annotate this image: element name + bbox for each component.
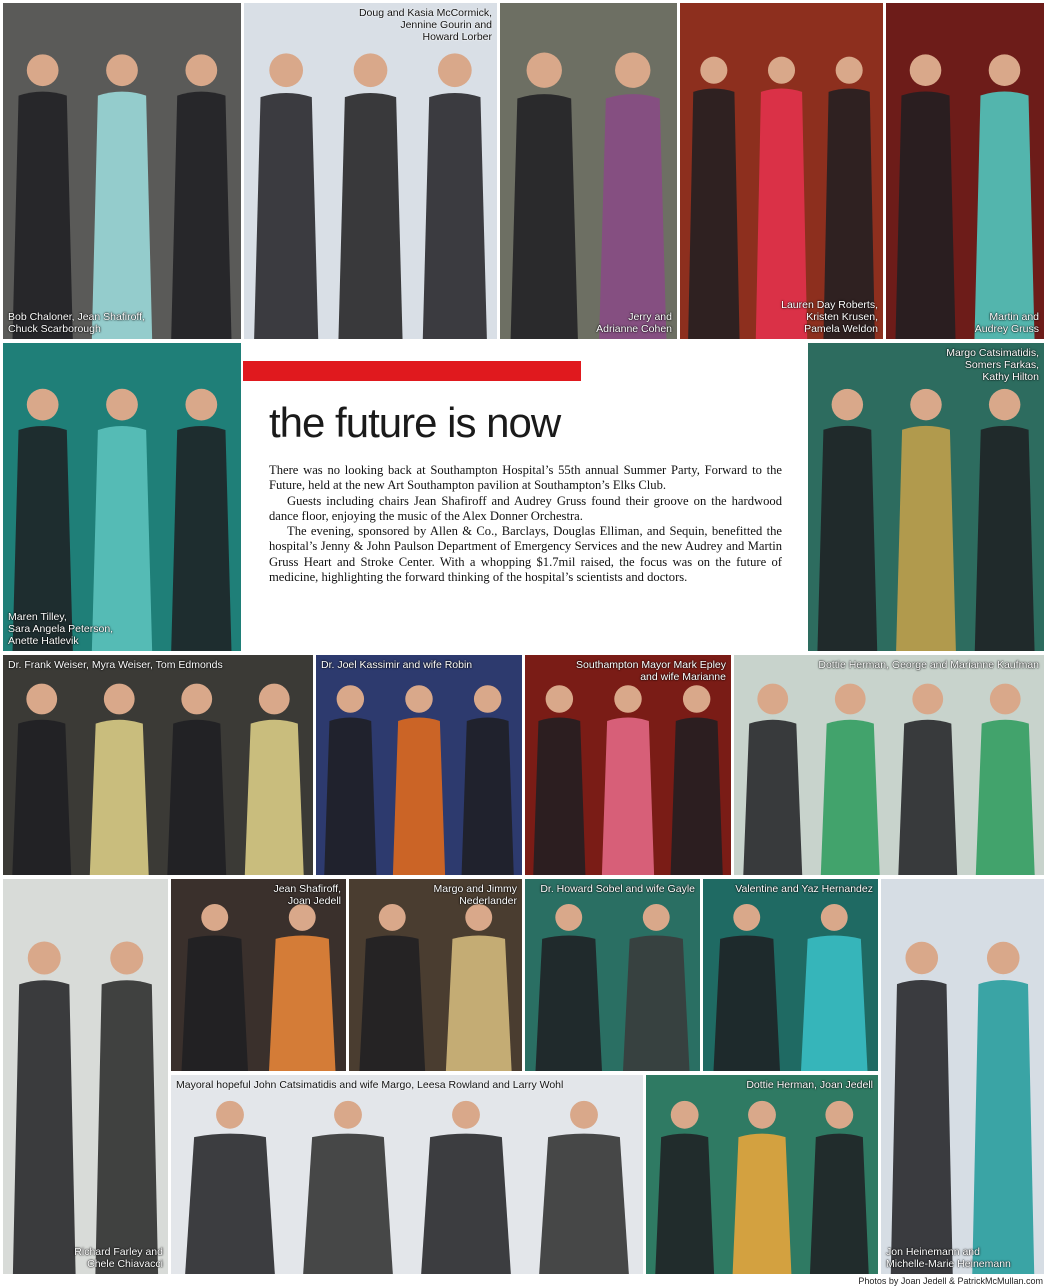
photo-gruss <box>886 3 1044 339</box>
photo-image <box>703 879 878 1071</box>
person-figure <box>303 1134 393 1274</box>
person-figure <box>602 718 654 875</box>
photo-caption: Dottie Herman, Joan Jedell <box>746 1079 873 1091</box>
person-figure <box>821 720 880 875</box>
person-head <box>181 684 212 715</box>
person-head <box>835 684 866 715</box>
person-head <box>905 942 938 975</box>
person-head <box>337 685 364 712</box>
photo-caption: Martin and Audrey Gruss <box>974 311 1039 335</box>
person-figure <box>898 720 957 875</box>
photo-shafiroff-jedell <box>171 879 346 1071</box>
person-head <box>465 904 492 931</box>
person-figure <box>896 426 956 651</box>
photo-image <box>525 879 700 1071</box>
person-figure <box>185 1134 275 1274</box>
photo-roberts-krusen-weldon <box>680 3 883 339</box>
person-head <box>27 389 59 421</box>
photo-herman-kaufman <box>734 655 1044 875</box>
article <box>241 343 807 651</box>
photo-catsimatidis-farkas-hilton <box>808 343 1044 651</box>
photo-image <box>646 1075 878 1274</box>
photo-image <box>3 3 241 339</box>
person-head <box>555 904 582 931</box>
person-figure <box>245 720 304 875</box>
photo-caption: Mayoral hopeful John Catsimatidis and wife Margo, Leesa Rowland and Larry Wohl <box>176 1079 564 1091</box>
photo-caption: Bob Chaloner, Jean Shafiroff, Chuck Scarborough <box>8 311 145 335</box>
person-head <box>438 53 472 87</box>
person-head <box>671 1101 699 1129</box>
photo-caption: Jon Heinemann and Michelle-Marie Heinemann <box>886 1246 1011 1270</box>
photo-caption: Maren Tilley, Sara Angela Peterson, Anette Hatlevik <box>8 611 114 647</box>
person-figure <box>393 718 445 875</box>
person-figure <box>90 720 149 875</box>
photo-caption: Lauren Day Roberts, Kristen Krusen, Pamela Weldon <box>781 299 878 335</box>
person-figure <box>511 94 578 339</box>
person-figure <box>714 936 781 1071</box>
photo-nederlander <box>349 879 522 1071</box>
photo-weiser-edmonds <box>3 655 313 875</box>
person-head <box>269 53 303 87</box>
photo-image <box>171 1075 643 1274</box>
person-figure <box>338 93 402 339</box>
photo-image <box>808 343 1044 651</box>
person-figure <box>421 1134 511 1274</box>
photo-caption: Jean Shafiroff, Joan Jedell <box>273 883 341 907</box>
person-head <box>334 1101 362 1129</box>
photo-caption: Richard Farley and Chele Chiavacci <box>74 1246 163 1270</box>
person-head <box>216 1101 244 1129</box>
photo-image <box>886 3 1044 339</box>
person-head <box>106 389 138 421</box>
person-figure <box>533 718 585 875</box>
photo-image <box>734 655 1044 875</box>
person-figure <box>974 92 1034 339</box>
photo-image <box>349 879 522 1071</box>
photo-image <box>525 655 731 875</box>
person-head <box>106 54 138 86</box>
person-head <box>989 54 1021 86</box>
photo-tilley-peterson-hatlevik <box>3 343 241 651</box>
photo-image <box>3 343 241 651</box>
person-head <box>910 389 941 420</box>
photo-image <box>171 879 346 1071</box>
person-figure <box>446 936 512 1071</box>
person-figure <box>359 936 425 1071</box>
photo-epley <box>525 655 731 875</box>
person-figure <box>972 980 1034 1274</box>
person-head <box>379 904 406 931</box>
photo-caption: Margo and Jimmy Nederlander <box>433 883 517 907</box>
person-head <box>733 904 760 931</box>
person-head <box>201 904 228 931</box>
person-head <box>185 389 217 421</box>
headline: the future is now <box>269 399 561 446</box>
photo-cohen <box>500 3 677 339</box>
photo-chaloner-shafiroff-scarborough <box>3 3 241 339</box>
person-head <box>910 54 942 86</box>
person-figure <box>12 720 71 875</box>
person-figure <box>623 936 690 1071</box>
person-head <box>987 942 1020 975</box>
person-figure <box>13 980 76 1274</box>
photo-farley-chiavacci <box>3 879 168 1274</box>
person-head <box>474 685 501 712</box>
person-figure <box>743 720 802 875</box>
photo-mccormick-gourin-lorber <box>244 3 497 339</box>
person-head <box>821 904 848 931</box>
person-head <box>748 1101 776 1129</box>
person-figure <box>423 93 487 339</box>
person-figure <box>171 426 231 651</box>
photo-catsimatidis-rowland-wohl <box>171 1075 643 1274</box>
person-figure <box>92 92 152 339</box>
person-figure <box>975 426 1035 651</box>
person-head <box>836 57 863 84</box>
person-head <box>185 54 217 86</box>
person-head <box>912 684 943 715</box>
photo-sobel <box>525 879 700 1071</box>
person-head <box>643 904 670 931</box>
article-paragraph: Guests including chairs Jean Shafiroff and Audrey Gruss found their groove on the hardwood dance floor, enjoying the music of the Alex Donner Orchestra. <box>269 493 782 523</box>
person-figure <box>254 93 318 339</box>
person-figure <box>810 1134 869 1274</box>
photo-image <box>316 655 522 875</box>
person-figure <box>182 936 249 1071</box>
person-figure <box>599 94 666 339</box>
person-head <box>757 684 788 715</box>
person-figure <box>895 92 955 339</box>
person-head <box>104 684 135 715</box>
photo-caption: Valentine and Yaz Hernandez <box>735 883 873 895</box>
person-head <box>110 942 143 975</box>
person-figure <box>539 1134 629 1274</box>
person-head <box>26 684 57 715</box>
photo-caption: Southampton Mayor Mark Epley and wife Marianne <box>576 659 726 683</box>
person-figure <box>671 718 723 875</box>
person-head <box>570 1101 598 1129</box>
person-head <box>832 389 863 420</box>
photo-image <box>500 3 677 339</box>
person-figure <box>891 980 953 1274</box>
person-head <box>615 52 650 87</box>
person-figure <box>733 1134 792 1274</box>
person-head <box>527 52 562 87</box>
person-head <box>700 57 727 84</box>
photo-image <box>3 879 168 1274</box>
photo-herman-jedell <box>646 1075 878 1274</box>
person-head <box>614 685 641 712</box>
person-head <box>825 1101 853 1129</box>
person-head <box>452 1101 480 1129</box>
photo-credit: Photos by Joan Jedell & PatrickMcMullan.com <box>858 1276 1043 1286</box>
photo-image <box>680 3 883 339</box>
person-head <box>27 54 59 86</box>
article-paragraph: There was no looking back at Southampton Hospital’s 55th annual Summer Party, Forward to the Future, held at the new Art Southampton pavilion at Southampton’s Elks Club. <box>269 463 782 493</box>
person-head <box>289 904 316 931</box>
person-figure <box>462 718 514 875</box>
person-figure <box>95 980 158 1274</box>
photo-hernandez <box>703 879 878 1071</box>
photo-caption: Doug and Kasia McCormick, Jennine Gourin and Howard Lorber <box>358 7 492 43</box>
person-figure <box>171 92 231 339</box>
person-figure <box>324 718 376 875</box>
person-figure <box>167 720 226 875</box>
photo-caption: Dr. Howard Sobel and wife Gayle <box>540 883 695 895</box>
person-figure <box>269 936 336 1071</box>
person-figure <box>536 936 603 1071</box>
photo-kassimir <box>316 655 522 875</box>
photo-caption: Margo Catsimatidis, Somers Farkas, Kathy Hilton <box>946 347 1039 383</box>
person-head <box>259 684 290 715</box>
headline-accent-bar <box>243 361 581 381</box>
photo-caption: Dr. Joel Kassimir and wife Robin <box>321 659 473 671</box>
photo-heinemann <box>881 879 1044 1274</box>
person-head <box>990 684 1021 715</box>
article-body <box>269 463 782 585</box>
person-head <box>28 942 61 975</box>
person-head <box>683 685 710 712</box>
person-figure <box>817 426 877 651</box>
person-head <box>546 685 573 712</box>
person-figure <box>13 92 73 339</box>
person-figure <box>688 88 739 339</box>
photo-caption: Jerry and Adrianne Cohen <box>596 311 672 335</box>
person-figure <box>655 1134 714 1274</box>
person-head <box>405 685 432 712</box>
photo-image <box>244 3 497 339</box>
photo-caption: Dottie Herman, George and Marianne Kaufman <box>818 659 1039 671</box>
person-head <box>354 53 388 87</box>
photo-image <box>881 879 1044 1274</box>
person-head <box>768 57 795 84</box>
person-figure <box>976 720 1035 875</box>
photo-caption: Dr. Frank Weiser, Myra Weiser, Tom Edmonds <box>8 659 223 671</box>
photo-image <box>3 655 313 875</box>
person-head <box>989 389 1020 420</box>
person-figure <box>801 936 868 1071</box>
article-paragraph: The evening, sponsored by Allen & Co., Barclays, Douglas Elliman, and Sequin, benefitted the hospital’s Jenny & John Paulson Department of Emergency Services and the new Audrey and Martin Gruss Heart and Stroke Center. With a whopping $1.7mil raised, the focus was on the future of medicine, highlighting the forward thinking of the hospital’s scientists and doctors. <box>269 524 782 585</box>
